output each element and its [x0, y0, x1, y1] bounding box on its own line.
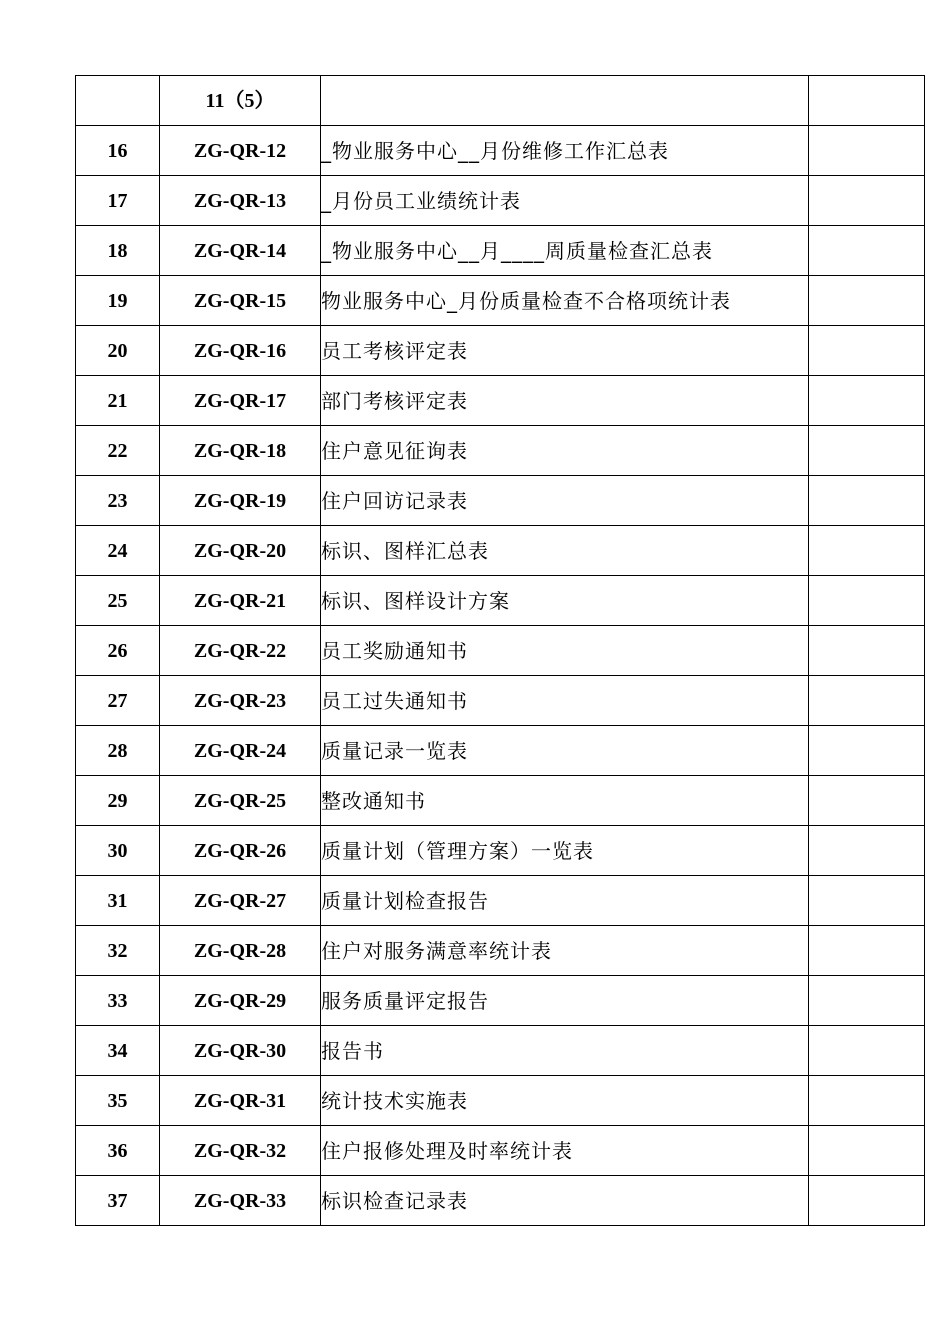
remarks-cell [809, 1176, 925, 1226]
row-number-cell: 20 [76, 326, 160, 376]
row-number-cell: 17 [76, 176, 160, 226]
row-number-cell: 31 [76, 876, 160, 926]
table-row [76, 726, 925, 776]
remarks-cell [809, 176, 925, 226]
table-row [76, 76, 925, 126]
remarks-cell [809, 876, 925, 926]
record-name-cell: 员工考核评定表 [321, 326, 809, 376]
record-name-cell: 住户对服务满意率统计表 [321, 926, 809, 976]
remarks-cell [809, 826, 925, 876]
record-name-cell: _物业服务中心__月份维修工作汇总表 [321, 126, 809, 176]
remarks-cell [809, 976, 925, 1026]
remarks-cell [809, 626, 925, 676]
remarks-cell [809, 376, 925, 426]
record-name-cell: 物业服务中心_月份质量检查不合格项统计表 [321, 276, 809, 326]
record-code-cell: ZG-QR-22 [160, 626, 321, 676]
table-row [76, 826, 925, 876]
table-row [76, 976, 925, 1026]
remarks-cell [809, 126, 925, 176]
remarks-cell [809, 276, 925, 326]
table-row [76, 776, 925, 826]
record-name-cell: 标识、图样设计方案 [321, 576, 809, 626]
record-name-cell: 整改通知书 [321, 776, 809, 826]
record-code-cell: ZG-QR-15 [160, 276, 321, 326]
table-row [76, 626, 925, 676]
record-code-cell: ZG-QR-32 [160, 1126, 321, 1176]
row-number-cell: 29 [76, 776, 160, 826]
remarks-cell [809, 776, 925, 826]
table-row [76, 176, 925, 226]
row-number-cell: 18 [76, 226, 160, 276]
table-row [76, 426, 925, 476]
table-row [76, 476, 925, 526]
remarks-cell [809, 526, 925, 576]
remarks-cell [809, 676, 925, 726]
table-row [76, 576, 925, 626]
table-row [76, 526, 925, 576]
record-code-cell: ZG-QR-27 [160, 876, 321, 926]
table-row [76, 926, 925, 976]
remarks-cell [809, 926, 925, 976]
row-number-cell: 23 [76, 476, 160, 526]
row-number-cell: 25 [76, 576, 160, 626]
record-code-cell: ZG-QR-19 [160, 476, 321, 526]
record-code-cell: ZG-QR-25 [160, 776, 321, 826]
record-code-cell: ZG-QR-26 [160, 826, 321, 876]
remarks-cell [809, 1126, 925, 1176]
row-number-cell [76, 76, 160, 126]
row-number-cell: 32 [76, 926, 160, 976]
table-row [76, 676, 925, 726]
record-name-cell: 员工过失通知书 [321, 676, 809, 726]
record-code-cell: ZG-QR-16 [160, 326, 321, 376]
row-number-cell: 27 [76, 676, 160, 726]
record-code-cell: ZG-QR-30 [160, 1026, 321, 1076]
record-code-cell: ZG-QR-13 [160, 176, 321, 226]
record-code-cell: ZG-QR-28 [160, 926, 321, 976]
record-code-cell: ZG-QR-20 [160, 526, 321, 576]
row-number-cell: 26 [76, 626, 160, 676]
record-name-cell: 标识、图样汇总表 [321, 526, 809, 576]
table-row [76, 1026, 925, 1076]
record-code-cell: ZG-QR-21 [160, 576, 321, 626]
record-name-cell: 住户意见征询表 [321, 426, 809, 476]
record-name-cell: 报告书 [321, 1026, 809, 1076]
row-number-cell: 33 [76, 976, 160, 1026]
table-row [76, 126, 925, 176]
row-number-cell: 37 [76, 1176, 160, 1226]
record-code-cell: ZG-QR-12 [160, 126, 321, 176]
remarks-cell [809, 426, 925, 476]
remarks-cell [809, 226, 925, 276]
remarks-cell [809, 1076, 925, 1126]
table-row [76, 276, 925, 326]
record-code-cell: ZG-QR-18 [160, 426, 321, 476]
record-name-cell: 服务质量评定报告 [321, 976, 809, 1026]
row-number-cell: 36 [76, 1126, 160, 1176]
table-row [76, 1126, 925, 1176]
record-name-cell: 质量记录一览表 [321, 726, 809, 776]
record-name-cell: 员工奖励通知书 [321, 626, 809, 676]
remarks-cell [809, 1026, 925, 1076]
remarks-cell [809, 576, 925, 626]
table-row [76, 376, 925, 426]
row-number-cell: 21 [76, 376, 160, 426]
row-number-cell: 28 [76, 726, 160, 776]
quality-records-table [75, 75, 925, 1226]
record-name-cell: 质量计划检查报告 [321, 876, 809, 926]
record-name-cell: 住户报修处理及时率统计表 [321, 1126, 809, 1176]
record-name-cell: _物业服务中心__月____周质量检查汇总表 [321, 226, 809, 276]
table-row [76, 876, 925, 926]
record-name-cell: 质量计划（管理方案）一览表 [321, 826, 809, 876]
record-code-cell: ZG-QR-23 [160, 676, 321, 726]
remarks-cell [809, 76, 925, 126]
remarks-cell [809, 726, 925, 776]
table-row [76, 326, 925, 376]
record-name-cell: 部门考核评定表 [321, 376, 809, 426]
table-row [76, 226, 925, 276]
remarks-cell [809, 326, 925, 376]
row-number-cell: 22 [76, 426, 160, 476]
record-code-cell: ZG-QR-24 [160, 726, 321, 776]
row-number-cell: 35 [76, 1076, 160, 1126]
record-code-cell: ZG-QR-29 [160, 976, 321, 1026]
record-code-cell: ZG-QR-31 [160, 1076, 321, 1126]
table-row [76, 1076, 925, 1126]
record-name-cell [321, 76, 809, 126]
records-table-body [76, 76, 925, 1226]
row-number-cell: 16 [76, 126, 160, 176]
row-number-cell: 19 [76, 276, 160, 326]
record-code-cell: ZG-QR-33 [160, 1176, 321, 1226]
table-row [76, 1176, 925, 1226]
row-number-cell: 34 [76, 1026, 160, 1076]
record-code-cell: 11（5） [160, 76, 321, 126]
row-number-cell: 24 [76, 526, 160, 576]
record-name-cell: 住户回访记录表 [321, 476, 809, 526]
record-name-cell: 统计技术实施表 [321, 1076, 809, 1126]
record-code-cell: ZG-QR-14 [160, 226, 321, 276]
remarks-cell [809, 476, 925, 526]
record-code-cell: ZG-QR-17 [160, 376, 321, 426]
row-number-cell: 30 [76, 826, 160, 876]
record-name-cell: _月份员工业绩统计表 [321, 176, 809, 226]
record-name-cell: 标识检查记录表 [321, 1176, 809, 1226]
